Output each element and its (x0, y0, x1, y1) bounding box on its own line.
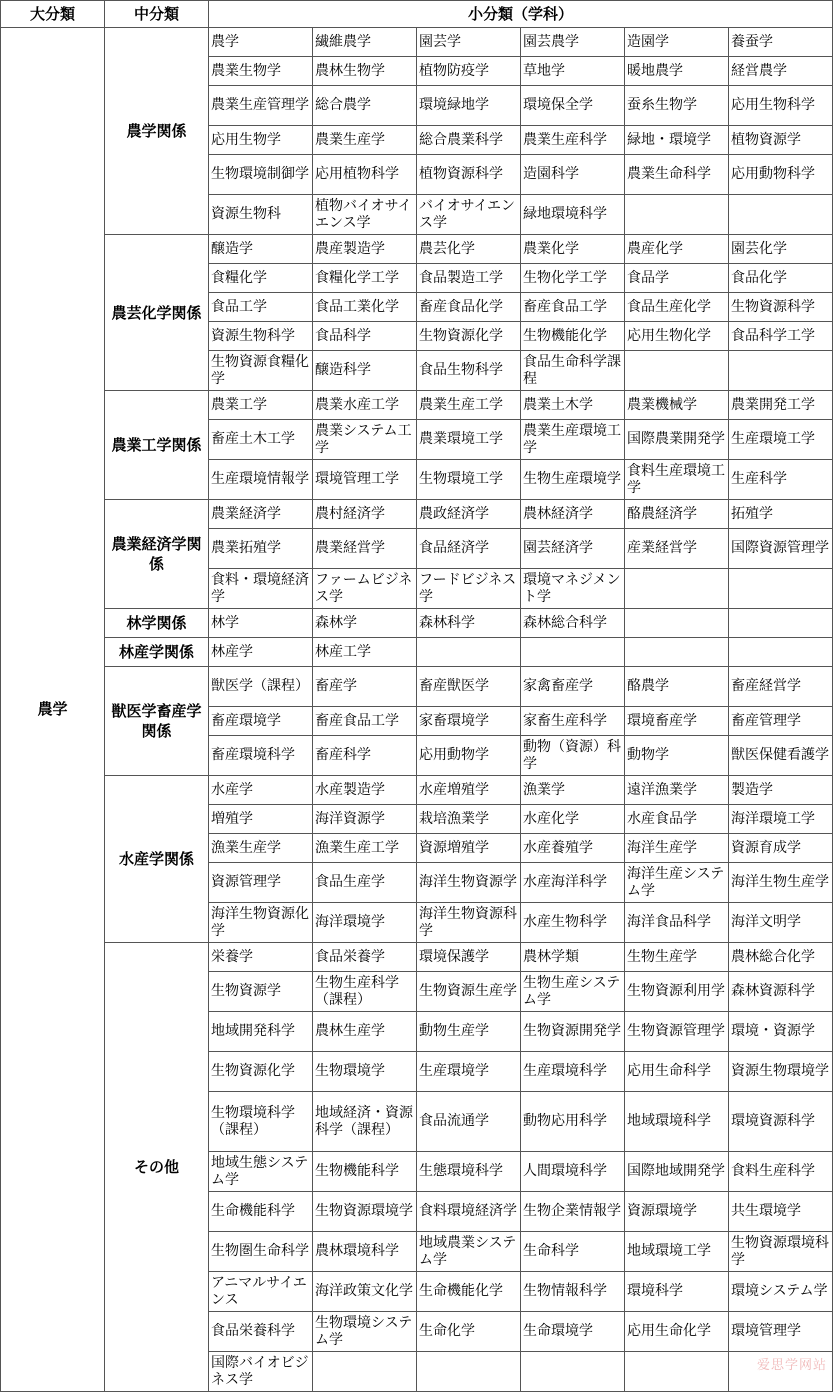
department-cell: 食品学 (625, 264, 729, 293)
department-cell: 生物資源化学 (209, 1052, 313, 1092)
department-cell (729, 569, 833, 609)
department-cell: 農林総合化学 (729, 943, 833, 972)
department-cell (729, 351, 833, 391)
department-cell (417, 1352, 521, 1392)
department-cell: 資源生物科学 (209, 322, 313, 351)
department-cell: 畜産管理学 (729, 707, 833, 736)
department-cell: 応用生命科学 (625, 1052, 729, 1092)
department-cell: 園芸経済学 (521, 529, 625, 569)
department-cell: 植物資源科学 (417, 155, 521, 195)
department-cell: 畜産環境科学 (209, 736, 313, 776)
department-cell: 生物資源生産学 (417, 972, 521, 1012)
department-cell: 生物環境科学（課程） (209, 1092, 313, 1152)
department-cell: 林産工学 (313, 638, 417, 667)
department-cell: 水産海洋科学 (521, 863, 625, 903)
department-cell: 地域環境工学 (625, 1232, 729, 1272)
department-cell (625, 195, 729, 235)
department-cell: 農産製造学 (313, 235, 417, 264)
department-cell: 農業化学 (521, 235, 625, 264)
department-cell: 造園科学 (521, 155, 625, 195)
department-cell: 環境緑地学 (417, 86, 521, 126)
department-cell: 生物生産システム学 (521, 972, 625, 1012)
department-cell: 醸造学 (209, 235, 313, 264)
table-body (1, 28, 833, 1392)
department-cell: 森林総合科学 (521, 609, 625, 638)
department-cell: 林産学 (209, 638, 313, 667)
table-row (1, 667, 833, 707)
header-small-category: 小分類（学科） (209, 1, 833, 28)
department-cell: 農業システム工学 (313, 420, 417, 460)
header-row (1, 1, 833, 28)
department-cell: 拓殖学 (729, 500, 833, 529)
department-cell: 生産環境学 (417, 1052, 521, 1092)
table-row (1, 500, 833, 529)
department-cell: 食料環境経済学 (417, 1192, 521, 1232)
department-cell: 地域開発科学 (209, 1012, 313, 1052)
watermark: 爱思学网站 (756, 1358, 827, 1373)
department-cell: 緑地・環境学 (625, 126, 729, 155)
department-cell: 畜産土木工学 (209, 420, 313, 460)
department-cell: 海洋食品科学 (625, 903, 729, 943)
department-cell: 畜産科学 (313, 736, 417, 776)
department-cell: 植物防疫学 (417, 57, 521, 86)
department-cell: 生物環境学 (313, 1052, 417, 1092)
department-cell: 家畜生産科学 (521, 707, 625, 736)
department-cell: 環境管理工学 (313, 460, 417, 500)
department-cell: 獣医学（課程） (209, 667, 313, 707)
department-cell: 植物資源学 (729, 126, 833, 155)
department-cell: 海洋生産システム学 (625, 863, 729, 903)
table-row (1, 776, 833, 805)
department-cell (729, 195, 833, 235)
department-cell: 畜産食品化学 (417, 293, 521, 322)
department-cell: 環境科学 (625, 1272, 729, 1312)
department-cell: 農学 (209, 28, 313, 57)
department-cell: 生物資源開発学 (521, 1012, 625, 1052)
department-cell: 農林環境科学 (313, 1232, 417, 1272)
department-cell: 資源増殖学 (417, 834, 521, 863)
department-cell: 生物企業情報学 (521, 1192, 625, 1232)
department-cell: 共生環境学 (729, 1192, 833, 1232)
department-cell: 海洋生物資源科学 (417, 903, 521, 943)
department-cell: 農林学類 (521, 943, 625, 972)
department-cell: 産業経営学 (625, 529, 729, 569)
department-cell: 環境保護学 (417, 943, 521, 972)
department-cell: 生物機能科学 (313, 1152, 417, 1192)
department-cell: 動物応用科学 (521, 1092, 625, 1152)
middle-category-cell: 林学関係 (105, 609, 209, 638)
department-cell: 植物バイオサイエンス学 (313, 195, 417, 235)
department-cell: 水産化学 (521, 805, 625, 834)
department-cell: 食糧化学 (209, 264, 313, 293)
department-cell: 水産生物科学 (521, 903, 625, 943)
department-cell: 食品化学 (729, 264, 833, 293)
department-cell: 畜産獣医学 (417, 667, 521, 707)
department-cell: 農芸化学 (417, 235, 521, 264)
department-cell: 森林学 (313, 609, 417, 638)
department-cell: 総合農業科学 (417, 126, 521, 155)
department-cell: 資源環境学 (625, 1192, 729, 1232)
department-cell: 林学 (209, 609, 313, 638)
department-cell: 食品生命科学課程 (521, 351, 625, 391)
department-cell: 食品科学工学 (729, 322, 833, 351)
department-cell: 漁業学 (521, 776, 625, 805)
department-cell: 生態環境科学 (417, 1152, 521, 1192)
header-middle-category: 中分類 (105, 1, 209, 28)
department-cell: 農業生物学 (209, 57, 313, 86)
department-cell: 食品科学 (313, 322, 417, 351)
department-cell: 経営農学 (729, 57, 833, 86)
department-cell: 畜産学 (313, 667, 417, 707)
department-cell: 生物資源環境科学 (729, 1232, 833, 1272)
department-cell: 畜産経営学 (729, 667, 833, 707)
middle-category-cell: 獣医学畜産学関係 (105, 667, 209, 776)
department-cell: 農林生産学 (313, 1012, 417, 1052)
department-cell: 海洋生産学 (625, 834, 729, 863)
department-cell: 生物資源食糧化学 (209, 351, 313, 391)
department-cell: アニマルサイエンス (209, 1272, 313, 1312)
department-cell: 地域経済・資源科学（課程） (313, 1092, 417, 1152)
department-cell: 酪農学 (625, 667, 729, 707)
department-cell (313, 1352, 417, 1392)
department-cell: 食品栄養科学 (209, 1312, 313, 1352)
department-cell: 酪農経済学 (625, 500, 729, 529)
department-cell: 農業生産管理学 (209, 86, 313, 126)
department-cell (625, 569, 729, 609)
department-cell: 生物資源学 (209, 972, 313, 1012)
department-cell: 食料生産科学 (729, 1152, 833, 1192)
department-cell: 農業生産科学 (521, 126, 625, 155)
department-cell: 食料生産環境工学 (625, 460, 729, 500)
department-cell: 生物環境制御学 (209, 155, 313, 195)
department-cell: 食品生産学 (313, 863, 417, 903)
department-cell: 農業機械学 (625, 391, 729, 420)
department-cell: 栽培漁業学 (417, 805, 521, 834)
department-cell: 生産環境科学 (521, 1052, 625, 1092)
department-cell: 農業開発工学 (729, 391, 833, 420)
department-cell: 生産環境情報学 (209, 460, 313, 500)
department-cell: 食品工業化学 (313, 293, 417, 322)
middle-category-cell: 水産学関係 (105, 776, 209, 943)
department-cell: 動物生産学 (417, 1012, 521, 1052)
department-cell: 国際資源管理学 (729, 529, 833, 569)
department-cell: 人間環境科学 (521, 1152, 625, 1192)
department-cell: 繊維農学 (313, 28, 417, 57)
department-cell: 家畜環境学 (417, 707, 521, 736)
department-cell: 環境マネジメント学 (521, 569, 625, 609)
department-cell: 森林資源科学 (729, 972, 833, 1012)
department-cell: 資源育成学 (729, 834, 833, 863)
department-cell: 食品経済学 (417, 529, 521, 569)
department-cell: 草地学 (521, 57, 625, 86)
department-cell: 農業水産工学 (313, 391, 417, 420)
department-cell: 農業土木学 (521, 391, 625, 420)
department-cell: 遠洋漁業学 (625, 776, 729, 805)
department-cell: 水産食品学 (625, 805, 729, 834)
department-cell: 国際バイオビジネス学 (209, 1352, 313, 1392)
large-category-cell: 農学 (1, 28, 105, 1392)
department-cell: 養蚕学 (729, 28, 833, 57)
department-cell (625, 638, 729, 667)
department-cell (625, 1352, 729, 1392)
department-cell: 生物機能化学 (521, 322, 625, 351)
department-cell: 漁業生産学 (209, 834, 313, 863)
table-row (1, 391, 833, 420)
department-cell: 生物情報科学 (521, 1272, 625, 1312)
department-cell: 海洋環境工学 (729, 805, 833, 834)
department-cell: 食品工学 (209, 293, 313, 322)
department-cell: 生物生産環境学 (521, 460, 625, 500)
department-cell: 応用生物化学 (625, 322, 729, 351)
department-cell: 畜産食品工学 (313, 707, 417, 736)
middle-category-cell: 農学関係 (105, 28, 209, 235)
department-cell: 生命機能化学 (417, 1272, 521, 1312)
department-cell: 農業環境工学 (417, 420, 521, 460)
department-cell: 農業生産工学 (417, 391, 521, 420)
department-cell: 生物資源管理学 (625, 1012, 729, 1052)
department-cell: 応用植物科学 (313, 155, 417, 195)
table-row (1, 943, 833, 972)
department-cell: 生物資源科学 (729, 293, 833, 322)
department-cell: 農業経済学 (209, 500, 313, 529)
department-cell: 暖地農学 (625, 57, 729, 86)
department-cell: 食品生産化学 (625, 293, 729, 322)
department-cell: 生物圏生命科学 (209, 1232, 313, 1272)
department-cell: 海洋生物生産学 (729, 863, 833, 903)
department-cell: 水産製造学 (313, 776, 417, 805)
department-cell: 環境畜産学 (625, 707, 729, 736)
department-cell: 農林生物学 (313, 57, 417, 86)
department-cell: 農業経営学 (313, 529, 417, 569)
department-cell: 生命機能科学 (209, 1192, 313, 1232)
department-cell: 食品栄養学 (313, 943, 417, 972)
middle-category-cell: その他 (105, 943, 209, 1392)
table-row (1, 28, 833, 57)
department-cell: 国際農業開発学 (625, 420, 729, 460)
department-cell: 生物環境工学 (417, 460, 521, 500)
department-cell: 増殖学 (209, 805, 313, 834)
table-row (1, 235, 833, 264)
department-cell: 生産科学 (729, 460, 833, 500)
department-cell: 環境資源科学 (729, 1092, 833, 1152)
table-row (1, 638, 833, 667)
department-cell: 農業生産学 (313, 126, 417, 155)
department-cell: 生命環境学 (521, 1312, 625, 1352)
department-cell: 動物（資源）科学 (521, 736, 625, 776)
department-cell: 海洋生物資源学 (417, 863, 521, 903)
department-cell: フードビジネス学 (417, 569, 521, 609)
header-large-category: 大分類 (1, 1, 105, 28)
department-cell: 生物環境システム学 (313, 1312, 417, 1352)
department-cell: 地域環境科学 (625, 1092, 729, 1152)
department-cell (521, 638, 625, 667)
department-cell: 海洋政策文化学 (313, 1272, 417, 1312)
department-cell: 国際地域開発学 (625, 1152, 729, 1192)
department-cell: 畜産食品工学 (521, 293, 625, 322)
department-cell: 畜産環境学 (209, 707, 313, 736)
department-cell: 資源管理学 (209, 863, 313, 903)
department-cell: 農産化学 (625, 235, 729, 264)
department-cell (521, 1352, 625, 1392)
department-cell: 生命化学 (417, 1312, 521, 1352)
department-cell: 生物資源化学 (417, 322, 521, 351)
department-cell: 生物資源利用学 (625, 972, 729, 1012)
department-cell: 応用生命化学 (625, 1312, 729, 1352)
department-cell: 海洋環境学 (313, 903, 417, 943)
department-cell: 応用生物科学 (729, 86, 833, 126)
department-cell: 農政経済学 (417, 500, 521, 529)
department-cell: 栄養学 (209, 943, 313, 972)
department-cell: 環境・資源学 (729, 1012, 833, 1052)
department-cell: 獣医保健看護学 (729, 736, 833, 776)
department-cell (625, 351, 729, 391)
department-cell: ファームビジネス学 (313, 569, 417, 609)
department-cell: 農村経済学 (313, 500, 417, 529)
department-cell: 応用生物学 (209, 126, 313, 155)
department-cell: 資源生物環境学 (729, 1052, 833, 1092)
department-cell: 海洋生物資源化学 (209, 903, 313, 943)
department-cell: 環境管理学 (729, 1312, 833, 1352)
department-cell: 海洋文明学 (729, 903, 833, 943)
table-row (1, 609, 833, 638)
department-cell: 農業生産環境工学 (521, 420, 625, 460)
department-cell: 園芸農学 (521, 28, 625, 57)
middle-category-cell: 農業経済学関係 (105, 500, 209, 609)
department-cell: 生物生産科学（課程） (313, 972, 417, 1012)
department-cell: 醸造科学 (313, 351, 417, 391)
department-cell: 環境システム学 (729, 1272, 833, 1312)
department-cell: 園芸学 (417, 28, 521, 57)
department-cell: 農林経済学 (521, 500, 625, 529)
department-cell: 動物学 (625, 736, 729, 776)
department-cell: 地域農業システム学 (417, 1232, 521, 1272)
department-cell: 食品製造工学 (417, 264, 521, 293)
department-cell: 生物生産学 (625, 943, 729, 972)
department-cell (417, 638, 521, 667)
department-cell: 農業拓殖学 (209, 529, 313, 569)
department-cell: 食糧化学工学 (313, 264, 417, 293)
department-cell: 農業生命科学 (625, 155, 729, 195)
department-cell (729, 638, 833, 667)
department-cell: 地域生態システム学 (209, 1152, 313, 1192)
department-cell (625, 609, 729, 638)
department-cell (729, 609, 833, 638)
department-cell: 製造学 (729, 776, 833, 805)
department-cell: 海洋資源学 (313, 805, 417, 834)
department-cell: 生産環境工学 (729, 420, 833, 460)
department-cell: 生物化学工学 (521, 264, 625, 293)
department-cell: 生命科学 (521, 1232, 625, 1272)
department-cell: 園芸化学 (729, 235, 833, 264)
department-cell: 水産増殖学 (417, 776, 521, 805)
middle-category-cell: 農業工学関係 (105, 391, 209, 500)
department-cell: 生物資源環境学 (313, 1192, 417, 1232)
department-cell: 家禽畜産学 (521, 667, 625, 707)
department-cell: 水産学 (209, 776, 313, 805)
department-cell: 蚕糸生物学 (625, 86, 729, 126)
department-cell: 食料・環境経済学 (209, 569, 313, 609)
middle-category-cell: 農芸化学関係 (105, 235, 209, 391)
department-cell: 森林科学 (417, 609, 521, 638)
department-cell: 応用動物科学 (729, 155, 833, 195)
department-cell: 総合農学 (313, 86, 417, 126)
department-cell: 資源生物科 (209, 195, 313, 235)
department-cell: バイオサイエンス学 (417, 195, 521, 235)
department-cell: 造園学 (625, 28, 729, 57)
department-cell: 応用動物学 (417, 736, 521, 776)
department-cell: 緑地環境科学 (521, 195, 625, 235)
department-cell: 水産養殖学 (521, 834, 625, 863)
department-cell: 農業工学 (209, 391, 313, 420)
middle-category-cell: 林産学関係 (105, 638, 209, 667)
department-cell: 環境保全学 (521, 86, 625, 126)
department-cell: 漁業生産工学 (313, 834, 417, 863)
department-cell: 食品生物科学 (417, 351, 521, 391)
department-cell: 食品流通学 (417, 1092, 521, 1152)
